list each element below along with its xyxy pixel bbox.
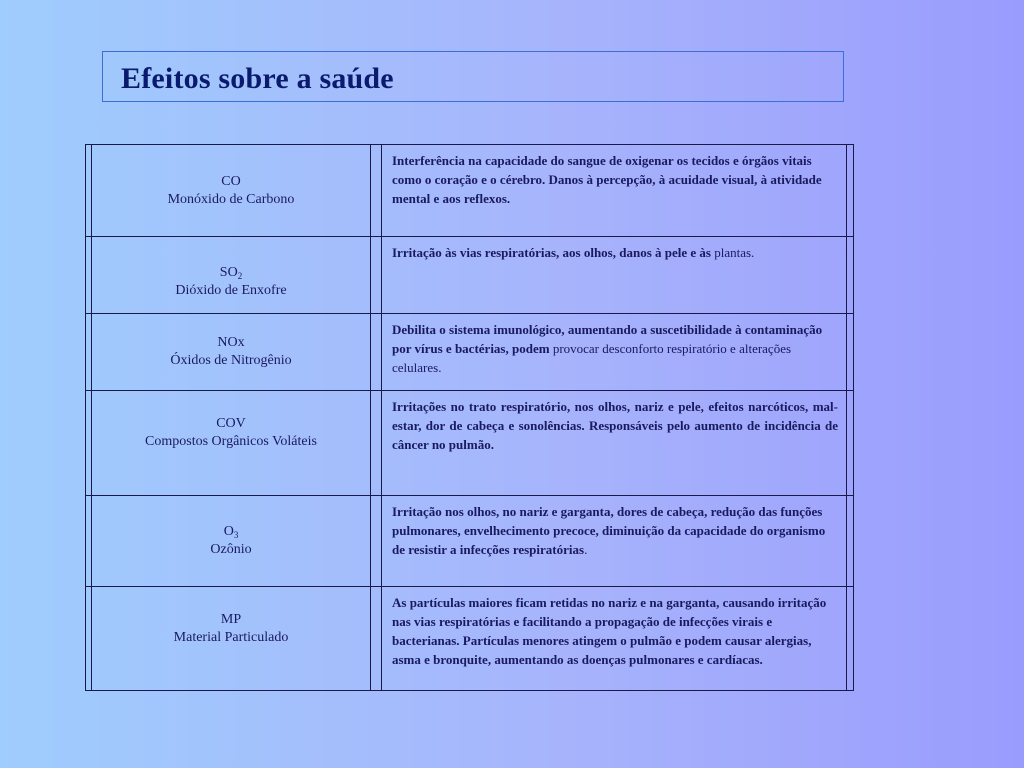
pollutant-name: Compostos Orgânicos Voláteis	[145, 434, 317, 449]
pollutant-code: $SO_2$	[219, 265, 243, 281]
table-row-so2-effects	[392, 237, 838, 313]
table-row-so2-name	[92, 237, 370, 313]
slide-title: Efeitos sobre a saúde	[121, 62, 394, 95]
effects-text-regular: .	[584, 542, 588, 557]
table-rail-mid-b	[381, 144, 382, 691]
effects-text: Irritação às vias respiratórias, aos olhos, danos à pele e às	[392, 245, 711, 260]
effects-text: Irritação nos olhos, no nariz e garganta, dores de cabeça, redução das funções pulmonares, envelhecimento precoce, diminuição da capacidade do organismo de resistir a infecções respiratórias	[392, 504, 826, 557]
table-row-cov-name	[92, 391, 370, 495]
effects-text: Irritações no trato respiratório, nos olhos, nariz e pele, efeitos narcóticos, mal-estar, dor de cabeça e sonolências. Responsáveis pelo aumento de incidência de câncer no pulmão.	[392, 399, 838, 452]
table-row-co-effects	[392, 145, 838, 236]
table-row-mp-name	[92, 587, 370, 691]
table-row-mp-effects	[392, 587, 838, 691]
pollutant-name: Ozônio	[210, 542, 252, 557]
table-rail-right	[846, 144, 847, 691]
pollutant-code: NOx	[217, 335, 245, 350]
effects-text: Debilita o sistema imunológico, aumentando a suscetibilidade à contaminação por vírus e bactérias, podem	[392, 322, 823, 356]
title-box	[102, 51, 844, 102]
pollutant-name: Monóxido de Carbono	[167, 191, 295, 207]
table-rail-mid-a	[370, 144, 371, 691]
effects-text-regular: provocar desconforto respiratório e alterações celulares.	[392, 341, 792, 375]
pollutant-code: MP	[220, 612, 242, 627]
table-row-co-name	[92, 145, 370, 236]
table-row-o3-name	[92, 496, 370, 586]
effects-text: Interferência na capacidade do sangue de oxigenar os tecidos e órgãos vitais como o coração e o cérebro. Danos à percepção, à acuidade visual, à atividade mental e aos reflexos.	[392, 153, 822, 206]
table-row-nox-name	[92, 314, 370, 390]
pollutant-name: Material Particulado	[173, 630, 289, 645]
table-row-cov-effects	[392, 391, 838, 495]
pollutant-code: COV	[216, 416, 246, 431]
pollutant-code: $O_3$	[223, 524, 239, 540]
effects-text-regular: plantas.	[710, 245, 755, 260]
pollutant-name: Dióxido de Enxofre	[175, 283, 287, 298]
table-row-nox-effects	[392, 314, 838, 390]
effects-text: As partículas maiores ficam retidas no nariz e na garganta, causando irritação nas vias respiratórias e facilitando a propagação de infecções virais e bacterianas. Partículas menores atingem o pulmão e podem causar alergias, asma e bronquite, aumentando as doenças pulmonares e cardíacas.	[392, 595, 827, 667]
table-row-o3-effects	[392, 496, 838, 586]
pollutant-code: CO	[221, 173, 241, 189]
pollutant-name: Óxidos de Nitrogênio	[170, 353, 292, 368]
